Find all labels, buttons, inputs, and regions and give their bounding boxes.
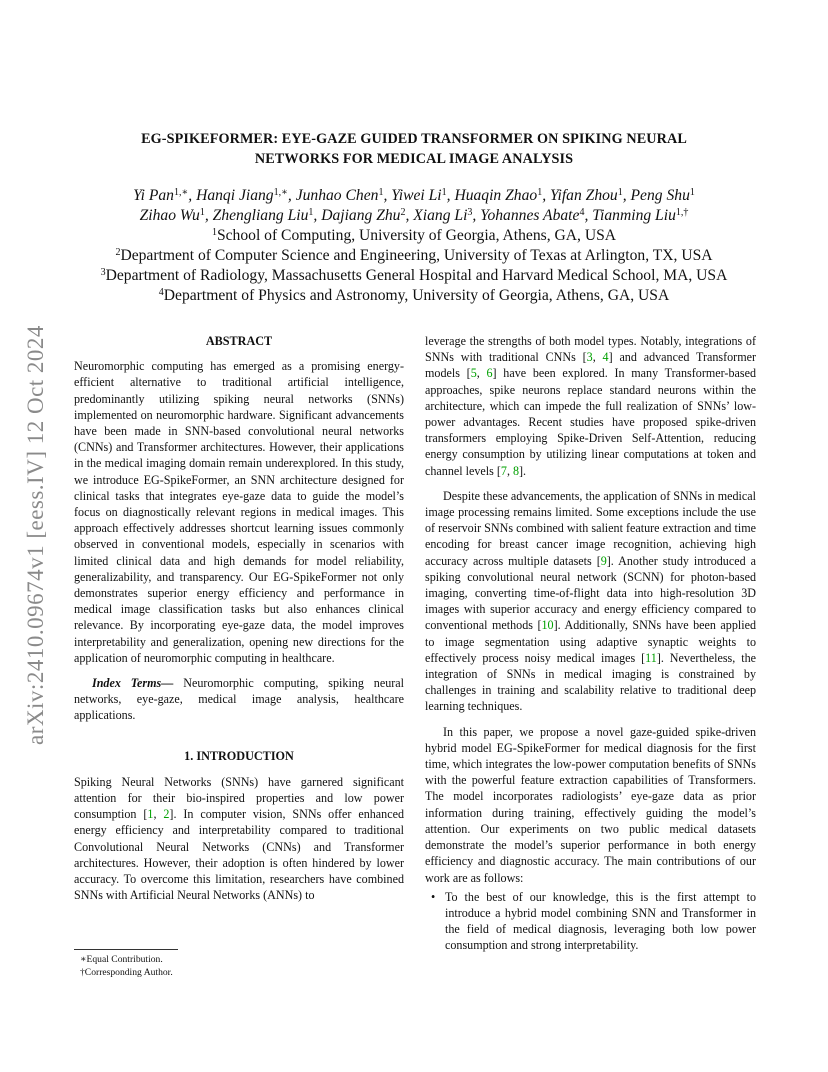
contribution-bullet-1: • To the best of our knowledge, this is the first attempt to introduce a hybrid model combining SNN and Transformer in the field of medical diagnosis, leveraging both low power consumption and strong interpretability. [425, 889, 756, 954]
author-name: Yifan Zhou [549, 187, 618, 204]
intro-paragraph-1-start: Spiking Neural Networks (SNNs) have garnered significant attention for their bio-inspired properties and low power consumption [1, 2]. In computer vision, SNNs offer enhanced energy efficiency and interpretability compared to traditional Convolutional Neural Networks (CNNs) and Transformer architectures. However, their adoption is often hindered by lower accuracy. To overcome this limitation, researchers have combined SNNs with Artificial Neural Networks (ANNs) to [74, 774, 404, 903]
affiliation-text: School of Computing, University of Georgia, Athens, GA, USA [216, 227, 617, 244]
arxiv-identifier-text: arXiv:2410.09674v1 [eess.IV] 12 Oct 2024 [23, 325, 48, 745]
author-name: Tianming Liu [592, 207, 676, 224]
author-name: Yiwei Li [391, 187, 442, 204]
author-list-line-1: Yi Pan$^{1,∗}$, Hanqi Jiang$^{1,∗}$, Junhao Chen$^1$, Yiwei Li$^1$, Huaqin Zhao$^1$, Yifan Zhou$^1$, Peng Shu$^1$ [133, 187, 695, 204]
affiliation-text: Department of Computer Science and Engineering, University of Texas at Arlington, TX, USA [120, 247, 713, 264]
title-line-1: EG-SPIKEFORMER: EYE-GAZE GUIDED TRANSFORMER ON SPIKING NEURAL [141, 131, 687, 147]
citation-link: 10 [541, 618, 554, 633]
author-list-line-2: Zihao Wu$^1$, Zhengliang Liu$^1$, Dajiang Zhu$^2$, Xiang Li$^3$, Yohannes Abate$^4$, Tianming Liu$^{1,\dagger}$ [139, 207, 689, 224]
author-affiliation-mark: 1,† [675, 207, 689, 218]
author-affiliation-mark: 1 [441, 187, 447, 198]
introduction-heading: 1. INTRODUCTION [184, 748, 294, 763]
citation-link: 11 [645, 650, 657, 665]
author-name: Yohannes Abate [480, 207, 580, 224]
author-affiliation-mark: 1,∗ [173, 187, 189, 198]
citation-link: 3 [586, 350, 593, 365]
footnote-corresponding-author: †Corresponding Author. [80, 967, 173, 978]
affiliation-text: Department of Physics and Astronomy, University of Georgia, Athens, GA, USA [163, 287, 670, 304]
author-affiliation-mark: 1 [308, 207, 314, 218]
author-block [60, 186, 768, 306]
author-name: Junhao Chen [295, 187, 379, 204]
author-affiliation-mark: 1 [378, 187, 384, 198]
citation-link: 9 [600, 553, 607, 568]
affiliation-number: 1 [211, 227, 217, 238]
abstract-text: Neuromorphic computing has emerged as a promising energy-efficient alternative to traditional artificial intelligence, predominantly utilizing spiking neural networks (SNNs) implemented on neuromorphic hardware. Significant advancements have been made in SNN-based convolutional neural networks (CNNs) and Transformer architectures. However, their applications in the medical imaging domain remain underexplored. In this study, we introduce EG-SpikeFormer, an SNN architecture designed for clinical tasks that integrates eye-gaze data to guide the model’s focus on diagnostically relevant regions in medical images. This approach effectively addresses shortcut learning issues commonly observed in conventional models, especially in scenarios with limited clinical data and high demands for model reliability, generalizability, and transparency. Our EG-SpikeFormer not only demonstrates superior energy efficiency and performance in medical image classification tasks but also enhances clinical relevance. By incorporating eye-gaze data, the model improves interpretability and generalization, opening new directions for the application of neuromorphic computing in healthcare. [74, 359, 404, 665]
author-affiliation-mark: 1 [689, 187, 695, 198]
affiliation-text: Department of Radiology, Massachusetts General Hospital and Harvard Medical School, MA, USA [105, 267, 728, 284]
paper-title [90, 129, 738, 169]
author-affiliation-mark: 1 [199, 207, 205, 218]
left-column [74, 333, 404, 904]
author-name: Zihao Wu [139, 207, 200, 224]
citation-link: 5 [470, 366, 477, 381]
author-name: Hanqi Jiang [196, 187, 274, 204]
citation-link: 6 [486, 366, 493, 381]
author-affiliation-mark: 1 [617, 187, 623, 198]
title-line-2: NETWORKS FOR MEDICAL IMAGE ANALYSIS [254, 151, 574, 167]
affiliation-line [60, 246, 768, 266]
intro-paragraph-1-continued: leverage the strengths of both model types. Notably, integrations of SNNs with traditional CNNs [3, 4] and advanced Transformer models [5, 6] have been explored. In many Transformer-based approaches, spike neurons replace standard neurons within the architecture, which can impede the full realization of SNNs’ low-power advantages. Recent studies have proposed spike-driven transformers employing Spike-Driven Self-Attention, reducing energy consumption by utilizing linear computations at token and channel levels [7, 8]. [425, 334, 756, 478]
author-name: Huaqin Zhao [454, 187, 538, 204]
author-name: Peng Shu [630, 187, 690, 204]
citation-link: 1 [147, 807, 154, 822]
index-terms-label: Index Terms— [92, 676, 174, 691]
contributions-list [425, 889, 756, 954]
citation-link: 4 [602, 350, 609, 365]
index-terms [74, 675, 404, 724]
affiliation-number: 2 [115, 247, 121, 258]
author-affiliation-mark: 4 [579, 207, 585, 218]
author-affiliation-mark: 1 [537, 187, 543, 198]
affiliation-line [60, 266, 768, 286]
citation-link: 7 [500, 463, 507, 478]
author-affiliation-mark: 3 [467, 207, 473, 218]
author-name: Yi Pan [133, 187, 174, 204]
citation-link: 2 [163, 807, 170, 822]
author-affiliation-mark: 2 [400, 207, 406, 218]
footnotes [80, 953, 173, 979]
citation-link: 8 [512, 463, 520, 478]
affiliation-number: 3 [100, 267, 106, 278]
affiliation-list [60, 226, 768, 306]
author-affiliation-mark: 1,∗ [273, 187, 288, 198]
affiliation-line [60, 286, 768, 306]
affiliation-number: 4 [158, 287, 164, 298]
intro-paragraph-2: Despite these advancements, the application of SNNs in medical image processing remains limited. Some exceptions include the use of reservoir SNNs combined with salient feature extraction and time encoding for breast cancer image recognition, achieving high accuracy across multiple datasets [9]. Another study introduced a spiking convolutional neural network (SCNN) for photon-based imaging, converting time-of-flight data into high-resolution 3D images with superior accuracy and energy efficiency compared to conventional methods [10]. Additionally, SNNs have been applied to image segmentation using adaptive synaptic weights to effectively process noisy medical images [11]. Nevertheless, the integration of SNNs in medical imaging is constrained by challenges in training and scalability relative to traditional deep learning techniques. [425, 488, 756, 714]
arxiv-identifier-stamp [14, 290, 58, 780]
footnote-rule [74, 949, 178, 950]
right-column [425, 333, 756, 954]
author-name: Dajiang Zhu [321, 207, 401, 224]
author-name: Zhengliang Liu [212, 207, 309, 224]
index-terms-text: Neuromorphic computing, spiking neural networks, eye-gaze, medical image analysis, healthcare applications. [74, 676, 404, 723]
intro-paragraph-3: In this paper, we propose a novel gaze-guided spike-driven hybrid model EG-SpikeFormer for medical diagnosis for the first time, which integrates the low-power computation benefits of SNNs with the powerful feature extraction capabilities of Transformers. The model incorporates radiologists’ eye-gaze data as prior information during training, effectively guiding the model’s attention. Our experiments on two public medical datasets demonstrate the model’s superior performance in both energy efficiency and diagnostic accuracy. The main contributions of our work are as follows: [425, 724, 756, 885]
footnote-equal-contribution: ∗Equal Contribution. [80, 954, 163, 965]
affiliation-line [60, 226, 768, 246]
abstract-heading: ABSTRACT [205, 334, 273, 348]
author-name: Xiang Li [413, 207, 468, 224]
